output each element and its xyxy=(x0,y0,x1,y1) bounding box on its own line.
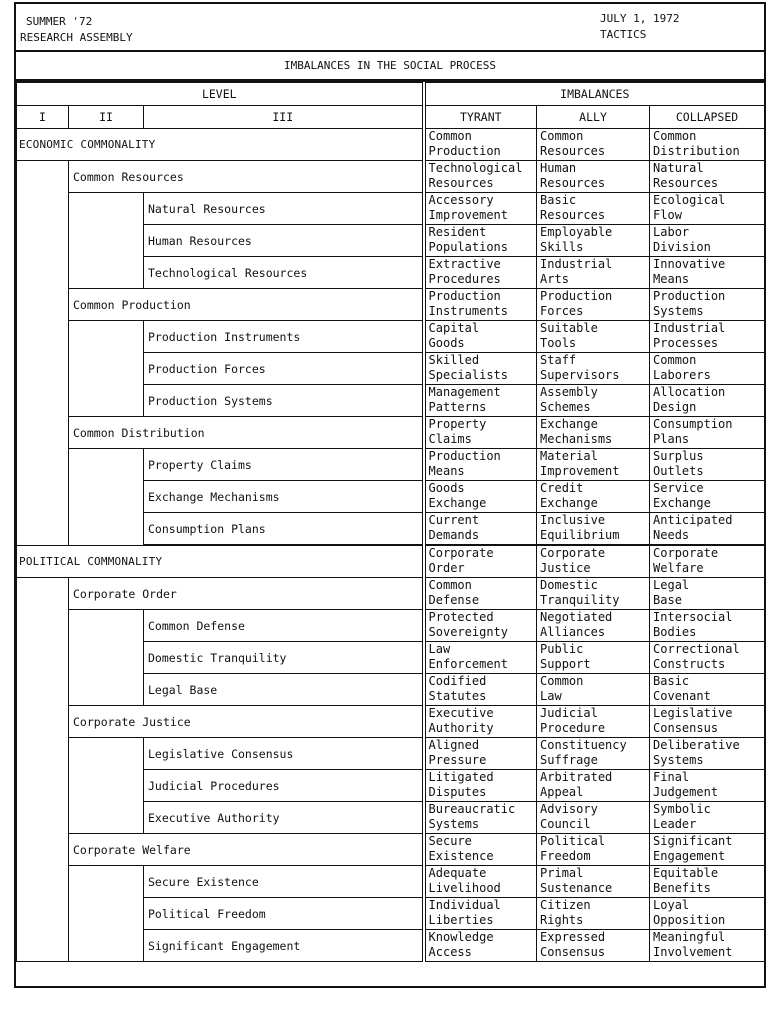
level-iii-label: Production Systems xyxy=(144,385,424,417)
header-date-block xyxy=(600,11,679,43)
tyrant-cell: Codified Statutes xyxy=(424,674,537,706)
tyrant-cell: Production Means xyxy=(424,449,537,481)
level-iii-label: Legislative Consensus xyxy=(144,738,424,770)
collapsed-header: COLLAPSED xyxy=(650,106,765,129)
header-session: SUMMER '72 xyxy=(26,15,93,28)
ally-cell: Expressed Consensus xyxy=(537,930,650,962)
collapsed-cell: Anticipated Needs xyxy=(650,513,765,546)
tyrant-cell: Property Claims xyxy=(424,417,537,449)
collapsed-cell: Meaningful Involvement xyxy=(650,930,765,962)
collapsed-cell: Intersocial Bodies xyxy=(650,610,765,642)
collapsed-cell: Innovative Means xyxy=(650,257,765,289)
imbalance-table-wrapper xyxy=(16,82,764,962)
ally-cell: Corporate Justice xyxy=(537,545,650,578)
collapsed-cell: Legal Base xyxy=(650,578,765,610)
level-iii-label: Common Defense xyxy=(144,610,424,642)
ally-cell: Judicial Procedure xyxy=(537,706,650,738)
level-i-header: I xyxy=(17,106,69,129)
table-body xyxy=(17,129,765,962)
collapsed-cell: Final Judgement xyxy=(650,770,765,802)
tyrant-cell: Corporate Order xyxy=(424,545,537,578)
tyrant-cell: Secure Existence xyxy=(424,834,537,866)
level-iii-label: Consumption Plans xyxy=(144,513,424,546)
ally-header: ALLY xyxy=(537,106,650,129)
collapsed-cell: Service Exchange xyxy=(650,481,765,513)
collapsed-cell: Legislative Consensus xyxy=(650,706,765,738)
level-iii-label: Exchange Mechanisms xyxy=(144,481,424,513)
collapsed-cell: Common Laborers xyxy=(650,353,765,385)
table-row xyxy=(17,738,765,770)
ally-cell: Staff Supervisors xyxy=(537,353,650,385)
level-iii-label: Production Forces xyxy=(144,353,424,385)
ally-cell: Exchange Mechanisms xyxy=(537,417,650,449)
level-ii-label: Corporate Welfare xyxy=(69,834,424,866)
ally-cell: Suitable Tools xyxy=(537,321,650,353)
tyrant-header: TYRANT xyxy=(424,106,537,129)
collapsed-cell: Natural Resources xyxy=(650,161,765,193)
ally-cell: Arbitrated Appeal xyxy=(537,770,650,802)
ally-cell: Primal Sustenance xyxy=(537,866,650,898)
level-ii-indent xyxy=(69,866,144,962)
ally-cell: Material Improvement xyxy=(537,449,650,481)
table-row xyxy=(17,321,765,353)
table-row xyxy=(17,193,765,225)
level-ii-indent xyxy=(69,610,144,706)
imbalance-table xyxy=(16,82,765,962)
table-row xyxy=(17,610,765,642)
tyrant-cell: Individual Liberties xyxy=(424,898,537,930)
table-row xyxy=(17,706,765,738)
table-row xyxy=(17,866,765,898)
level-iii-label: Secure Existence xyxy=(144,866,424,898)
ally-cell: Domestic Tranquility xyxy=(537,578,650,610)
header-date: JULY 1, 1972 xyxy=(600,12,680,25)
ally-cell: Credit Exchange xyxy=(537,481,650,513)
tyrant-cell: Technological Resources xyxy=(424,161,537,193)
tyrant-cell: Law Enforcement xyxy=(424,642,537,674)
tyrant-cell: Resident Populations xyxy=(424,225,537,257)
level-iii-label: Domestic Tranquility xyxy=(144,642,424,674)
level-iii-label: Technological Resources xyxy=(144,257,424,289)
level-iii-label: Judicial Procedures xyxy=(144,770,424,802)
ally-cell: Political Freedom xyxy=(537,834,650,866)
document-title: IMBALANCES IN THE SOCIAL PROCESS xyxy=(16,52,764,82)
table-row xyxy=(17,834,765,866)
level-ii-label: Common Production xyxy=(69,289,424,321)
collapsed-cell: Labor Division xyxy=(650,225,765,257)
ally-cell: Constituency Suffrage xyxy=(537,738,650,770)
ally-cell: Inclusive Equilibrium xyxy=(537,513,650,546)
collapsed-cell: Ecological Flow xyxy=(650,193,765,225)
level-iii-label: Human Resources xyxy=(144,225,424,257)
collapsed-cell: Loyal Opposition xyxy=(650,898,765,930)
ally-cell: Human Resources xyxy=(537,161,650,193)
ally-cell: Industrial Arts xyxy=(537,257,650,289)
table-row xyxy=(17,578,765,610)
level-iii-label: Natural Resources xyxy=(144,193,424,225)
tyrant-cell: Capital Goods xyxy=(424,321,537,353)
level-i-indent xyxy=(17,161,69,546)
level-ii-indent xyxy=(69,738,144,834)
level-iii-label: Significant Engagement xyxy=(144,930,424,962)
ally-cell: Production Forces xyxy=(537,289,650,321)
tyrant-cell: Goods Exchange xyxy=(424,481,537,513)
level-iii-label: Property Claims xyxy=(144,449,424,481)
level-ii-label: Corporate Justice xyxy=(69,706,424,738)
collapsed-cell: Common Distribution xyxy=(650,129,765,161)
document-header xyxy=(16,4,764,52)
tyrant-cell: Adequate Livelihood xyxy=(424,866,537,898)
collapsed-cell: Production Systems xyxy=(650,289,765,321)
table-row xyxy=(17,129,765,161)
level-ii-indent xyxy=(69,193,144,289)
ally-cell: Assembly Schemes xyxy=(537,385,650,417)
collapsed-cell: Allocation Design xyxy=(650,385,765,417)
collapsed-cell: Basic Covenant xyxy=(650,674,765,706)
ally-cell: Employable Skills xyxy=(537,225,650,257)
tyrant-cell: Executive Authority xyxy=(424,706,537,738)
level-ii-header: II xyxy=(69,106,144,129)
tyrant-cell: Extractive Procedures xyxy=(424,257,537,289)
collapsed-cell: Symbolic Leader xyxy=(650,802,765,834)
tyrant-cell: Protected Sovereignty xyxy=(424,610,537,642)
level-ii-label: Corporate Order xyxy=(69,578,424,610)
tyrant-cell: Common Production xyxy=(424,129,537,161)
tyrant-cell: Litigated Disputes xyxy=(424,770,537,802)
level-iii-label: Legal Base xyxy=(144,674,424,706)
level-group-header: LEVEL xyxy=(17,83,424,106)
level-i-indent xyxy=(17,578,69,962)
column-header-row xyxy=(17,106,765,129)
group-header-row xyxy=(17,83,765,106)
document-page xyxy=(14,2,766,988)
table-row xyxy=(17,161,765,193)
tyrant-cell: Management Patterns xyxy=(424,385,537,417)
imbalances-group-header: IMBALANCES xyxy=(424,83,765,106)
tyrant-cell: Bureaucratic Systems xyxy=(424,802,537,834)
tyrant-cell: Knowledge Access xyxy=(424,930,537,962)
ally-cell: Advisory Council xyxy=(537,802,650,834)
collapsed-cell: Deliberative Systems xyxy=(650,738,765,770)
table-row xyxy=(17,545,765,578)
collapsed-cell: Significant Engagement xyxy=(650,834,765,866)
tyrant-cell: Current Demands xyxy=(424,513,537,546)
table-row xyxy=(17,289,765,321)
level-ii-label: Common Distribution xyxy=(69,417,424,449)
level-iii-label: Political Freedom xyxy=(144,898,424,930)
ally-cell: Common Resources xyxy=(537,129,650,161)
tyrant-cell: Aligned Pressure xyxy=(424,738,537,770)
table-row xyxy=(17,449,765,481)
collapsed-cell: Equitable Benefits xyxy=(650,866,765,898)
ally-cell: Negotiated Alliances xyxy=(537,610,650,642)
tyrant-cell: Accessory Improvement xyxy=(424,193,537,225)
collapsed-cell: Industrial Processes xyxy=(650,321,765,353)
tyrant-cell: Skilled Specialists xyxy=(424,353,537,385)
header-section: TACTICS xyxy=(600,28,647,41)
level-i-label: POLITICAL COMMONALITY xyxy=(17,545,424,578)
level-ii-indent xyxy=(69,321,144,417)
ally-cell: Basic Resources xyxy=(537,193,650,225)
level-ii-indent xyxy=(69,449,144,546)
collapsed-cell: Correctional Constructs xyxy=(650,642,765,674)
ally-cell: Common Law xyxy=(537,674,650,706)
collapsed-cell: Corporate Welfare xyxy=(650,545,765,578)
level-i-label: ECONOMIC COMMONALITY xyxy=(17,129,424,161)
collapsed-cell: Consumption Plans xyxy=(650,417,765,449)
tyrant-cell: Production Instruments xyxy=(424,289,537,321)
ally-cell: Public Support xyxy=(537,642,650,674)
level-ii-label: Common Resources xyxy=(69,161,424,193)
level-iii-header: III xyxy=(144,106,424,129)
ally-cell: Citizen Rights xyxy=(537,898,650,930)
header-organization: RESEARCH ASSEMBLY xyxy=(20,31,133,44)
table-row xyxy=(17,417,765,449)
level-iii-label: Executive Authority xyxy=(144,802,424,834)
collapsed-cell: Surplus Outlets xyxy=(650,449,765,481)
level-iii-label: Production Instruments xyxy=(144,321,424,353)
tyrant-cell: Common Defense xyxy=(424,578,537,610)
